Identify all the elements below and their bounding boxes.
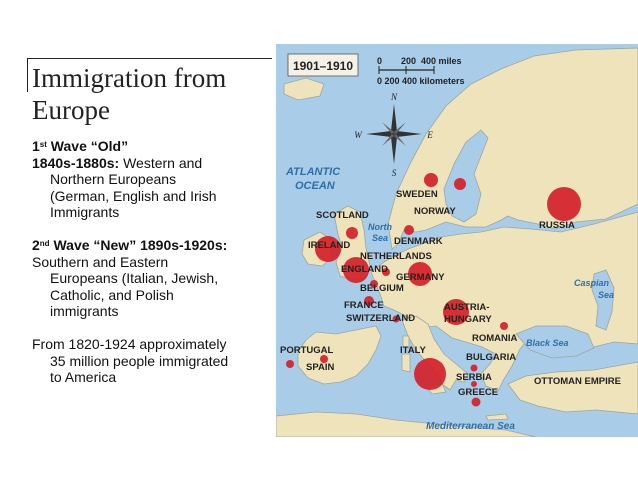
wave1-ordinal-suffix: st bbox=[39, 140, 47, 149]
label-spain: SPAIN bbox=[306, 362, 335, 373]
label-bulgaria: BULGARIA bbox=[466, 352, 517, 363]
marker-greece bbox=[472, 398, 481, 407]
label-russia: RUSSIA bbox=[539, 220, 575, 231]
wave2-heading-text: Wave “New” 1890s-1920s: bbox=[49, 236, 228, 253]
wave2-line1: Southern and Eastern bbox=[32, 253, 169, 270]
map-svg bbox=[276, 44, 638, 437]
label-romania: ROMANIA bbox=[472, 333, 518, 344]
label-austria-line2: HUNGARY bbox=[444, 314, 492, 325]
marker-portugal bbox=[286, 360, 294, 368]
label-greece: GREECE bbox=[458, 387, 499, 398]
marker-denmark bbox=[404, 225, 414, 235]
title-top-rule bbox=[27, 58, 272, 59]
wave1-line4: Immigrants bbox=[50, 204, 120, 221]
north-sea-label-line1: North bbox=[368, 222, 392, 232]
wave2-ordinal: 2 bbox=[32, 236, 40, 253]
label-ireland: IRELAND bbox=[308, 240, 351, 251]
label-france: FRANCE bbox=[344, 300, 384, 311]
wave1-years: 1840s-1880s: bbox=[32, 154, 120, 171]
title-line-1: Immigration from bbox=[32, 63, 227, 93]
compass-n: N bbox=[390, 92, 398, 102]
title-left-rule bbox=[27, 58, 28, 92]
title-box bbox=[27, 58, 272, 133]
compass-w: W bbox=[354, 130, 362, 140]
marker-italy bbox=[414, 358, 446, 390]
label-ottoman-empire: OTTOMAN EMPIRE bbox=[534, 376, 621, 387]
caspian-label-line1: Caspian bbox=[574, 278, 610, 288]
label-netherlands: NETHERLANDS bbox=[360, 251, 432, 262]
wave1-line2: Northern Europeans bbox=[50, 171, 177, 188]
summary-line1: From 1820-1924 approximately bbox=[32, 335, 227, 352]
scale-mile-400: 400 miles bbox=[421, 56, 462, 66]
wave2-heading bbox=[32, 237, 267, 254]
scale-mile-0: 0 bbox=[377, 56, 383, 66]
wave1-line3: (German, English and Irish bbox=[50, 187, 217, 204]
label-austria-line1: AUSTRIA- bbox=[444, 302, 490, 313]
scale-km-label: 0 200 400 kilometers bbox=[377, 76, 465, 86]
marker-serbia bbox=[471, 365, 478, 372]
label-scotland: SCOTLAND bbox=[316, 210, 369, 221]
summary-line2: 35 million people immigrated bbox=[50, 352, 229, 369]
label-germany: GERMANY bbox=[396, 272, 445, 283]
scale-mile-200: 200 bbox=[401, 56, 417, 66]
label-norway: NORWAY bbox=[414, 206, 456, 217]
wave2-line2: Europeans (Italian, Jewish, bbox=[50, 270, 219, 287]
label-serbia: SERBIA bbox=[456, 372, 492, 383]
black-sea-label: Black Sea bbox=[526, 338, 569, 348]
period-label: 1901–1910 bbox=[292, 59, 354, 73]
label-england: ENGLAND bbox=[341, 264, 388, 275]
label-belgium: BELGIUM bbox=[360, 283, 404, 294]
marker-scotland bbox=[346, 227, 358, 239]
label-switzerland: SWITZERLAND bbox=[346, 313, 416, 324]
wave1-line1-text: Western and bbox=[119, 154, 203, 171]
north-sea-label-line2: Sea bbox=[372, 233, 389, 243]
marker-norway bbox=[454, 178, 466, 190]
wave1-heading bbox=[32, 138, 267, 155]
marker-romania bbox=[500, 322, 508, 330]
wave1-ordinal: 1 bbox=[32, 138, 40, 154]
wave2-line4: immigrants bbox=[50, 303, 119, 320]
marker-russia bbox=[547, 187, 581, 221]
mediterranean-label: Mediterranean Sea bbox=[426, 421, 515, 432]
wave2-block bbox=[32, 237, 267, 320]
wave1-heading-text: Wave “Old” bbox=[46, 138, 129, 154]
atlantic-label-line2: OCEAN bbox=[295, 180, 335, 192]
wave1-line1 bbox=[32, 155, 267, 172]
label-italy: ITALY bbox=[400, 345, 426, 356]
marker-sweden bbox=[424, 173, 438, 187]
compass-s: S bbox=[391, 168, 397, 178]
slide-body bbox=[32, 138, 267, 402]
caspian-label-line2: Sea bbox=[598, 290, 615, 300]
summary-line3: to America bbox=[50, 369, 117, 386]
wave2-line3: Catholic, and Polish bbox=[50, 286, 174, 303]
label-sweden: SWEDEN bbox=[396, 189, 438, 200]
compass-e: E bbox=[427, 130, 433, 140]
atlantic-label-line1: ATLANTIC bbox=[286, 166, 341, 178]
immigration-map bbox=[276, 44, 638, 437]
wave2-ordinal-suffix: nd bbox=[39, 238, 50, 248]
title-line-2: Europe bbox=[32, 95, 110, 125]
sardinia-land bbox=[402, 354, 410, 372]
wave1-block bbox=[32, 138, 267, 221]
label-denmark: DENMARK bbox=[394, 236, 443, 247]
summary-block bbox=[32, 336, 267, 386]
slide-title bbox=[32, 62, 226, 126]
label-portugal: PORTUGAL bbox=[280, 345, 334, 356]
